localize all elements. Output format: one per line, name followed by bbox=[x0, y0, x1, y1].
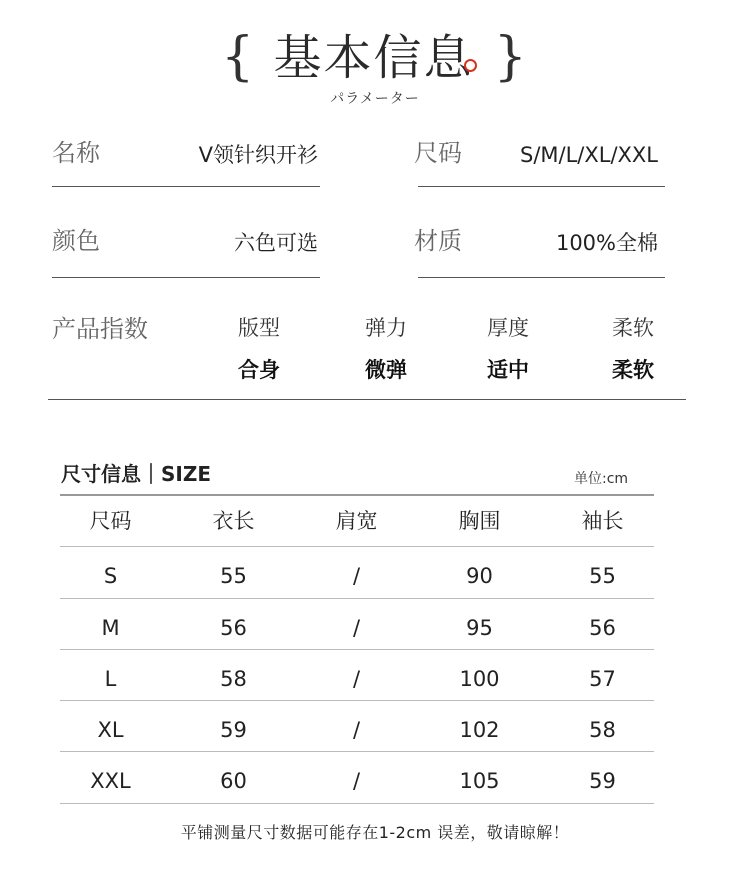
table-cell: / bbox=[352, 564, 361, 588]
index-value: 柔软 bbox=[612, 358, 654, 382]
table-cell: S bbox=[103, 564, 118, 588]
table-cell: XL bbox=[97, 718, 124, 742]
table-cell: 56 bbox=[589, 616, 616, 640]
table-cell: 105 bbox=[459, 769, 500, 793]
index-value: 微弹 bbox=[365, 358, 407, 382]
divider bbox=[418, 186, 665, 187]
table-rule bbox=[60, 803, 654, 804]
unit-label: 单位:cm bbox=[574, 471, 629, 487]
divider bbox=[52, 186, 320, 187]
title-text: 基本信息 bbox=[273, 30, 474, 86]
divider bbox=[52, 277, 320, 278]
index-value: 合身 bbox=[238, 358, 280, 382]
table-cell: 100 bbox=[459, 667, 500, 691]
table-cell: XXL bbox=[90, 769, 131, 793]
column-header: 胸围 bbox=[458, 509, 501, 533]
index-heading: 弹力 bbox=[365, 316, 407, 340]
name-value: V领针织开衫 bbox=[198, 143, 318, 167]
page-subtitle: パラメーター bbox=[330, 91, 420, 107]
index-label: 产品指数 bbox=[52, 315, 148, 343]
table-cell: 59 bbox=[589, 769, 616, 793]
table-rule bbox=[60, 649, 654, 650]
name-label: 名称 bbox=[52, 139, 100, 167]
table-cell: / bbox=[352, 718, 361, 742]
table-cell: 55 bbox=[220, 564, 247, 588]
table-rule bbox=[60, 546, 654, 547]
table-cell: 57 bbox=[589, 667, 616, 691]
table-cell: 90 bbox=[466, 564, 493, 588]
color-label: 颜色 bbox=[52, 227, 100, 255]
table-cell: 58 bbox=[589, 718, 616, 742]
table-cell: / bbox=[352, 769, 361, 793]
table-top-rule bbox=[60, 494, 654, 496]
table-rule bbox=[60, 751, 654, 752]
column-header: 袖长 bbox=[581, 509, 624, 533]
section-divider bbox=[48, 399, 686, 400]
red-dot-icon bbox=[464, 59, 477, 72]
table-cell: M bbox=[101, 616, 120, 640]
table-cell: 58 bbox=[220, 667, 247, 691]
size-table-title: 尺寸信息｜SIZE bbox=[61, 462, 212, 486]
table-cell: L bbox=[104, 667, 117, 691]
material-value: 100%全棉 bbox=[555, 231, 658, 255]
index-heading: 版型 bbox=[238, 316, 280, 340]
index-value: 适中 bbox=[487, 358, 529, 382]
table-cell: / bbox=[352, 667, 361, 691]
size-value: S/M/L/XL/XXL bbox=[519, 143, 658, 167]
column-header: 衣长 bbox=[212, 509, 255, 533]
table-rule bbox=[60, 700, 654, 701]
material-label: 材质 bbox=[414, 227, 462, 255]
column-header: 肩宽 bbox=[335, 509, 378, 533]
table-rule bbox=[60, 598, 654, 599]
table-cell: 60 bbox=[220, 769, 247, 793]
table-cell: 56 bbox=[220, 616, 247, 640]
left-brace: { bbox=[221, 27, 257, 87]
divider bbox=[418, 277, 665, 278]
table-cell: 55 bbox=[589, 564, 616, 588]
column-header: 尺码 bbox=[89, 509, 132, 533]
index-heading: 厚度 bbox=[487, 316, 529, 340]
table-cell: 59 bbox=[220, 718, 247, 742]
table-cell: / bbox=[352, 616, 361, 640]
index-heading: 柔软 bbox=[612, 316, 654, 340]
table-cell: 95 bbox=[466, 616, 493, 640]
table-cell: 102 bbox=[459, 718, 500, 742]
right-brace: } bbox=[493, 27, 529, 87]
color-value: 六色可选 bbox=[234, 231, 318, 255]
measurement-note: 平铺测量尺寸数据可能存在1-2cm 误差，敬请晾解！ bbox=[180, 823, 570, 842]
page-title bbox=[0, 28, 750, 87]
size-label: 尺码 bbox=[414, 139, 462, 167]
